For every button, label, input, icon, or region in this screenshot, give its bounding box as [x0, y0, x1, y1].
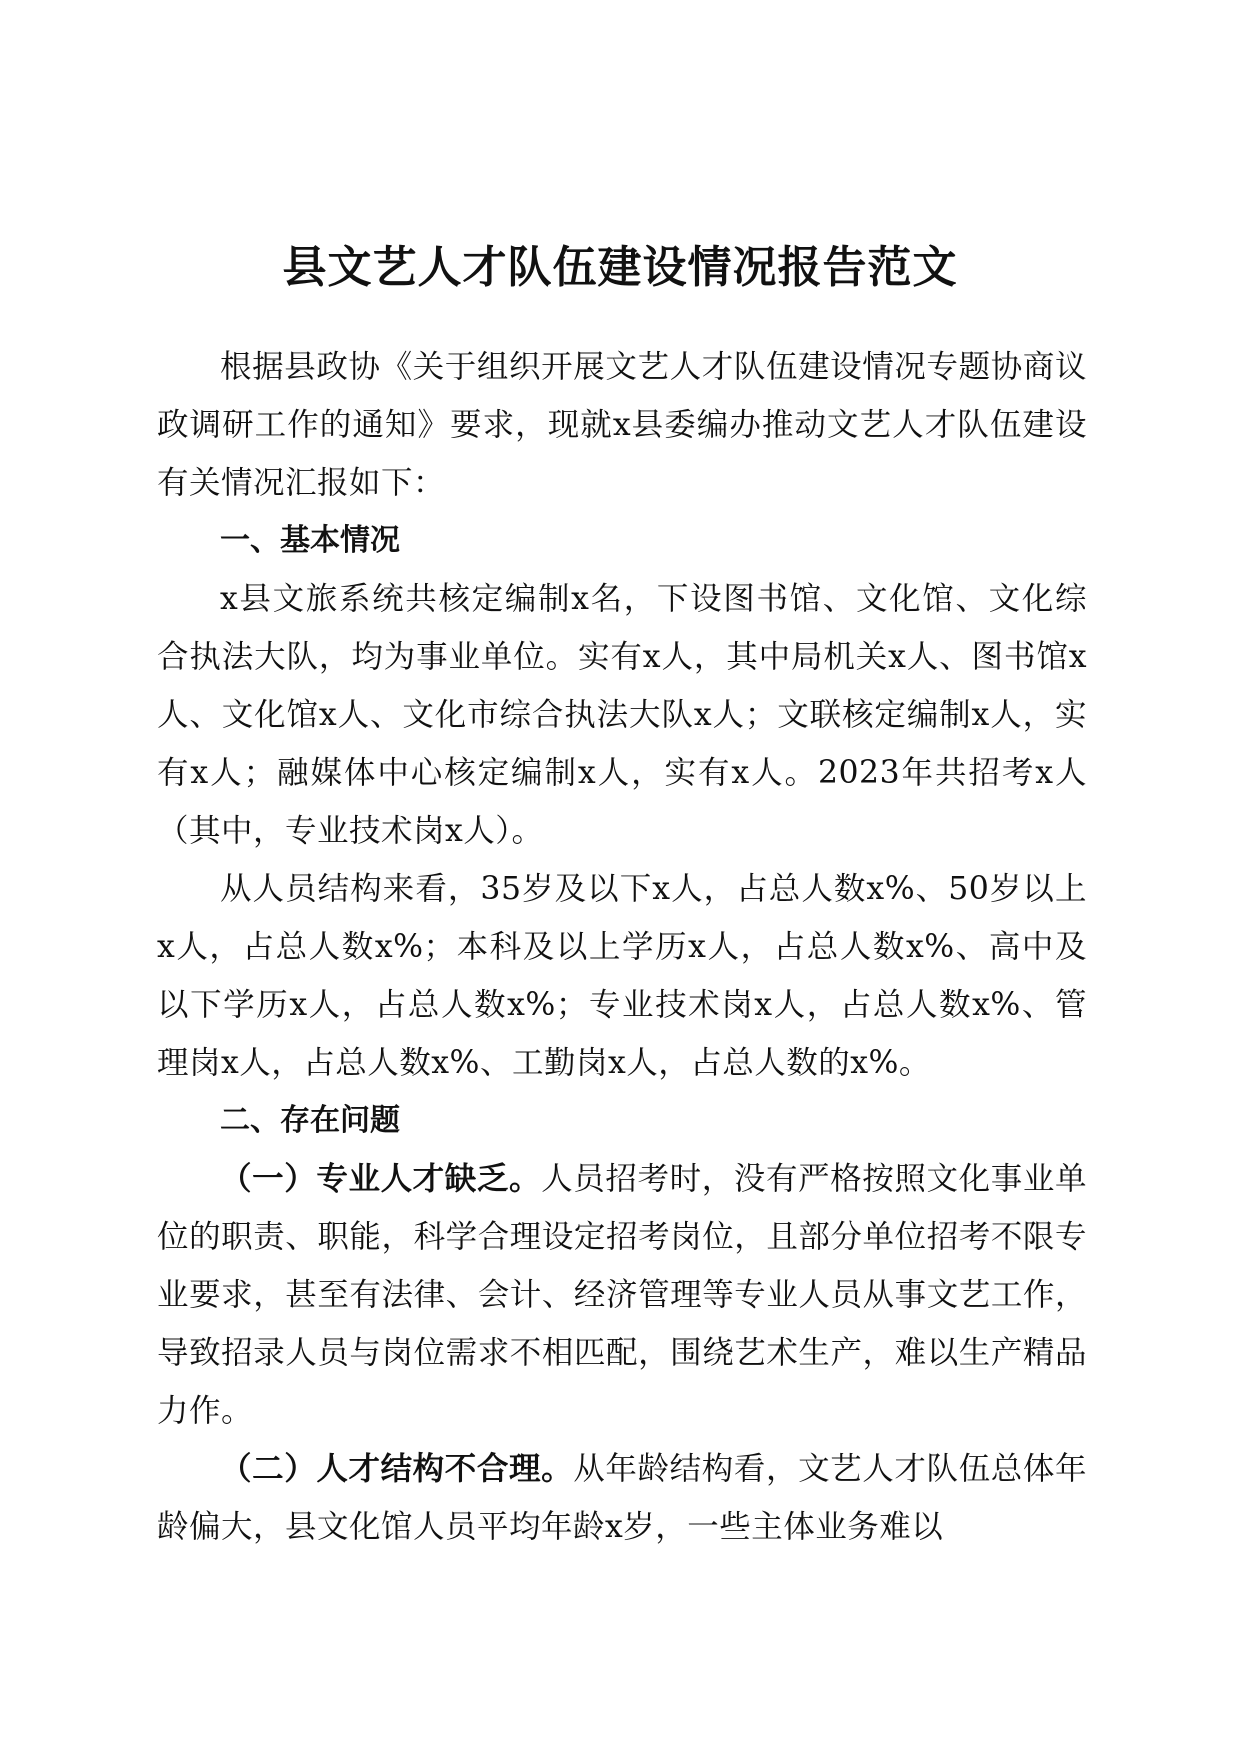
document-title: 县文艺人才队伍建设情况报告范文 — [282, 242, 958, 293]
basic-situation-paragraph-1: x县文旅系统共核定编制x名，下设图书馆、文化馆、文化综合执法大队，均为事业单位。实有x人，其中局机关x人、图书馆x人、文化馆x人、文化市综合执法大队x人；文联核定编制x人，实有x人；融媒体中心核定编制x人，实有x人。2023年共招考x人（其中，专业技术岗x人）。 — [157, 581, 1087, 849]
problem-paragraph-1 — [157, 1150, 1087, 1440]
section-heading-basic-situation: 一、基本情况 — [220, 523, 400, 558]
basic-situation-paragraph-2: 从人员结构来看，35岁及以下x人，占总人数x%、50岁以上x人，占总人数x%；本科及以上学历x人，占总人数x%、高中及以下学历x人，占总人数x%；专业技术岗x人，占总人数x%、管理岗x人，占总人数x%、工勤岗x人，占总人数的x%。 — [157, 871, 1087, 1081]
problem-paragraph-2 — [157, 1440, 1087, 1556]
document-body — [157, 338, 1087, 1556]
problem-lead-2: （二）人才结构不合理。 — [220, 1450, 574, 1487]
problem-text-2: 从年龄结构看，文艺人才队伍总体年龄偏大，县文化馆人员平均年龄x岁，一些主体业务难以 — [157, 1451, 1087, 1545]
problem-text-1: 人员招考时，没有严格按照文化事业单位的职责、职能，科学合理设定招考岗位，且部分单位招考不限专业要求，甚至有法律、会计、经济管理等专业人员从事文艺工作，导致招录人员与岗位需求不相匹配，围绕艺术生产，难以生产精品力作。 — [157, 1161, 1087, 1429]
section-heading-existing-problems: 二、存在问题 — [220, 1103, 400, 1138]
problem-lead-1: （一）专业人才缺乏。 — [220, 1160, 542, 1197]
intro-paragraph: 根据县政协《关于组织开展文艺人才队伍建设情况专题协商议政调研工作的通知》要求，现就x县委编办推动文艺人才队伍建设有关情况汇报如下： — [157, 349, 1087, 501]
